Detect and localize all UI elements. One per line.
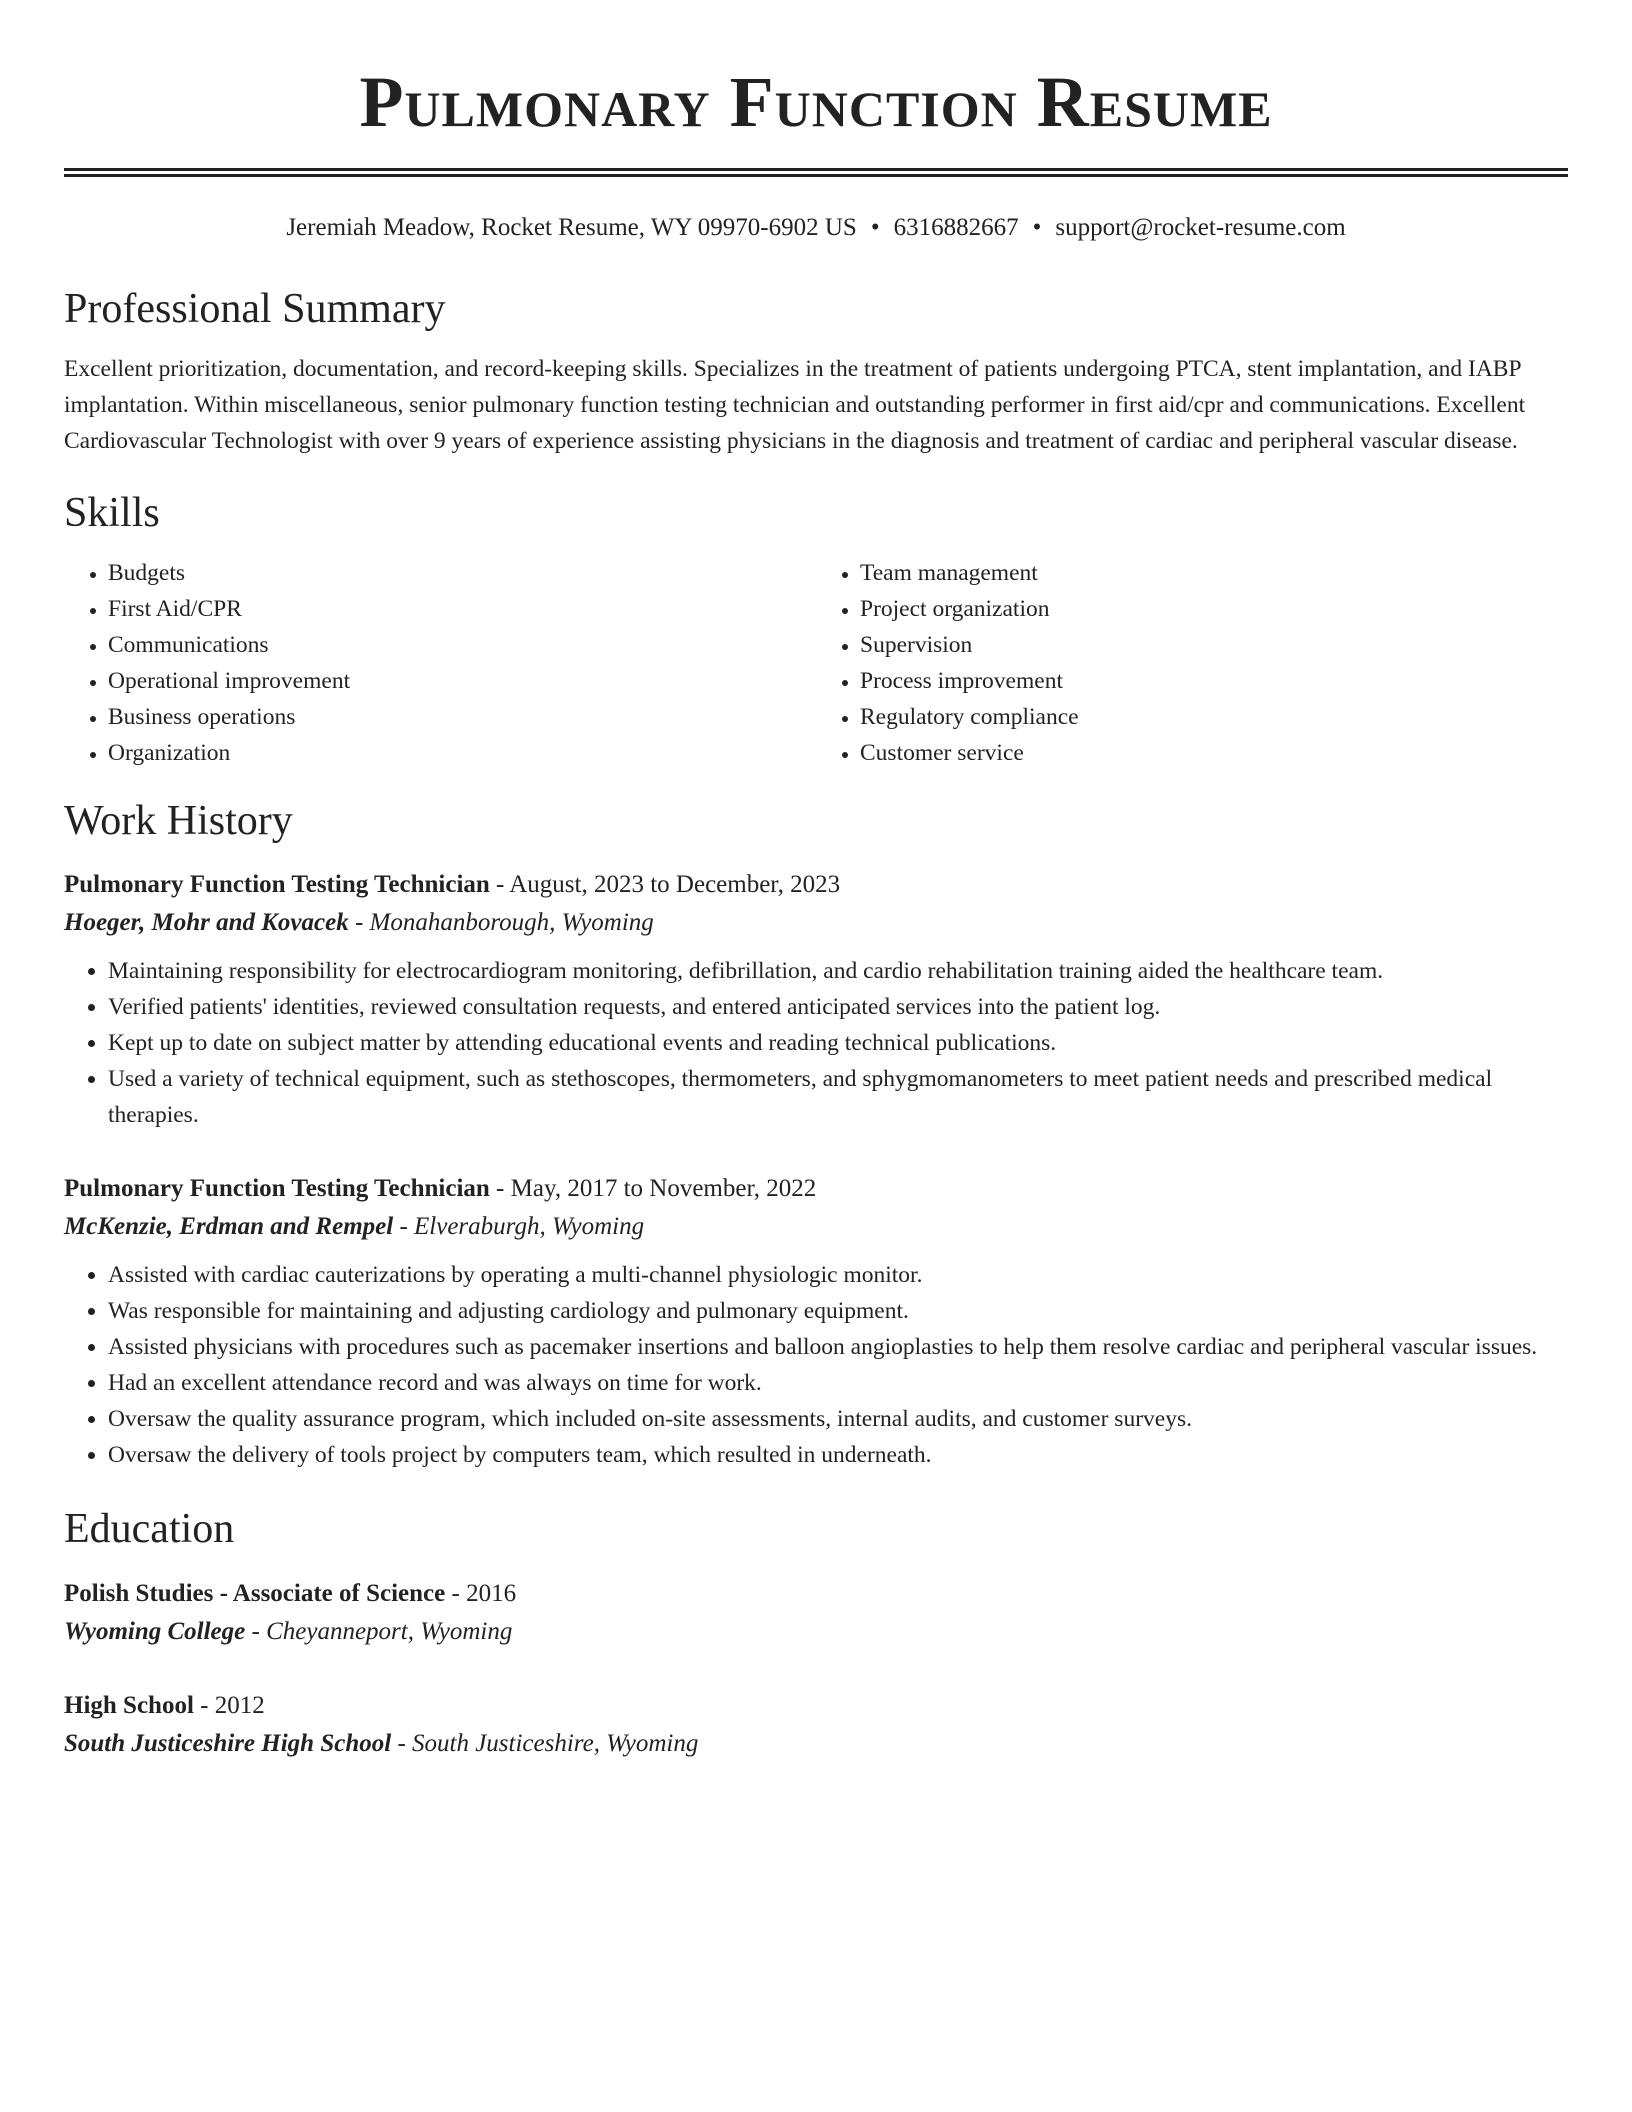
skill-item: • Communications — [108, 627, 816, 663]
job-title: Pulmonary Function Testing Technician — [64, 871, 490, 898]
education-year: - 2016 — [451, 1580, 517, 1607]
job-bullets — [64, 953, 1568, 1133]
skill-item: • Team management — [860, 555, 1568, 591]
job-location: - Monahanborough, Wyoming — [354, 909, 654, 936]
education-location: - South Justiceshire, Wyoming — [397, 1730, 699, 1757]
job-entry — [64, 867, 1568, 1133]
skill-item: • Regulatory compliance — [860, 699, 1568, 735]
skill-item: • Business operations — [108, 699, 816, 735]
job-company-line — [64, 1207, 1568, 1247]
job-company-line — [64, 903, 1568, 943]
job-bullet: • Verified patients' identities, reviewed consultation requests, and entered anticipated services into the patient log. — [108, 989, 1568, 1025]
work-history-heading: Work History — [64, 798, 293, 844]
skill-item: • Process improvement — [860, 663, 1568, 699]
job-dates: - August, 2023 to December, 2023 — [496, 871, 841, 898]
job-bullets — [64, 1257, 1568, 1473]
contact-separator: • — [870, 214, 880, 241]
skills-column-right — [816, 555, 1568, 771]
education-degree-line — [64, 1575, 1568, 1613]
job-bullet: • Assisted physicians with procedures such as pacemaker insertions and balloon angioplasties to help them resolve cardiac and peripheral vascular issues. — [108, 1329, 1568, 1365]
education-school: Wyoming College — [64, 1618, 246, 1645]
education-location: - Cheyanneport, Wyoming — [251, 1618, 513, 1645]
education-heading: Education — [64, 1506, 235, 1552]
education-degree: Polish Studies - Associate of Science — [64, 1580, 446, 1607]
education-school-line — [64, 1725, 1568, 1763]
job-bullet: • Assisted with cardiac cauterizations by operating a multi-channel physiologic monitor. — [108, 1257, 1568, 1293]
education-entry — [64, 1687, 1568, 1763]
skills-column-left — [64, 555, 816, 771]
education-school-line — [64, 1613, 1568, 1651]
contact-phone: 6316882667 — [893, 214, 1019, 241]
job-bullet: • Kept up to date on subject matter by attending educational events and reading technical publications. — [108, 1025, 1568, 1061]
skill-item: • Project organization — [860, 591, 1568, 627]
job-dates: - May, 2017 to November, 2022 — [496, 1175, 817, 1202]
summary-heading: Professional Summary — [64, 286, 446, 332]
job-company: Hoeger, Mohr and Kovacek — [64, 909, 349, 936]
skills-list — [64, 555, 1568, 771]
job-entry — [64, 1171, 1568, 1473]
job-title-line — [64, 1171, 1568, 1207]
job-bullet: • Had an excellent attendance record and was always on time for work. — [108, 1365, 1568, 1401]
job-title: Pulmonary Function Testing Technician — [64, 1175, 490, 1202]
job-bullet: • Maintaining responsibility for electrocardiogram monitoring, defibrillation, and cardio rehabilitation training aided the healthcare team. — [108, 953, 1568, 989]
skill-item: • First Aid/CPR — [108, 591, 816, 627]
contact-address: Jeremiah Meadow, Rocket Resume, WY 09970-6902 US — [286, 214, 857, 241]
contact-email: support@rocket-resume.com — [1055, 214, 1346, 241]
job-location: - Elveraburgh, Wyoming — [399, 1213, 645, 1240]
education-school: South Justiceshire High School — [64, 1730, 392, 1757]
summary-text: Excellent prioritization, documentation, and record-keeping skills. Specializes in the treatment of patients undergoing PTCA, stent implantation, and IABP implantation. Within miscellaneous, senior pulmonary function testing technician and outstanding performer in first aid/cpr and communications. Excellent Cardiovascular Technologist with over 9 years of experience assisting physicians in the diagnosis and treatment of cardiac and peripheral vascular disease. — [64, 356, 1526, 454]
skill-item: • Customer service — [860, 735, 1568, 771]
skill-item: • Supervision — [860, 627, 1568, 663]
skill-item: • Organization — [108, 735, 816, 771]
education-year: - 2012 — [200, 1692, 265, 1719]
job-company: McKenzie, Erdman and Rempel — [64, 1213, 394, 1240]
job-bullet: • Was responsible for maintaining and adjusting cardiology and pulmonary equipment. — [108, 1293, 1568, 1329]
skill-item: • Operational improvement — [108, 663, 816, 699]
education-degree: High School — [64, 1692, 194, 1719]
title-divider — [64, 168, 1568, 177]
job-bullet: • Oversaw the quality assurance program, which included on-site assessments, internal audits, and customer surveys. — [108, 1401, 1568, 1437]
job-title-line — [64, 867, 1568, 903]
skills-heading: Skills — [64, 490, 160, 536]
job-bullet: • Used a variety of technical equipment, such as stethoscopes, thermometers, and sphygmomanometers to meet patient needs and prescribed medical therapies. — [108, 1061, 1568, 1133]
contact-line — [64, 211, 1568, 245]
contact-separator: • — [1032, 214, 1042, 241]
resume-title: Pulmonary Function Resume — [359, 62, 1273, 142]
job-bullet: • Oversaw the delivery of tools project by computers team, which resulted in underneath. — [108, 1437, 1568, 1473]
education-entry — [64, 1575, 1568, 1651]
skill-item: • Budgets — [108, 555, 816, 591]
education-degree-line — [64, 1687, 1568, 1725]
